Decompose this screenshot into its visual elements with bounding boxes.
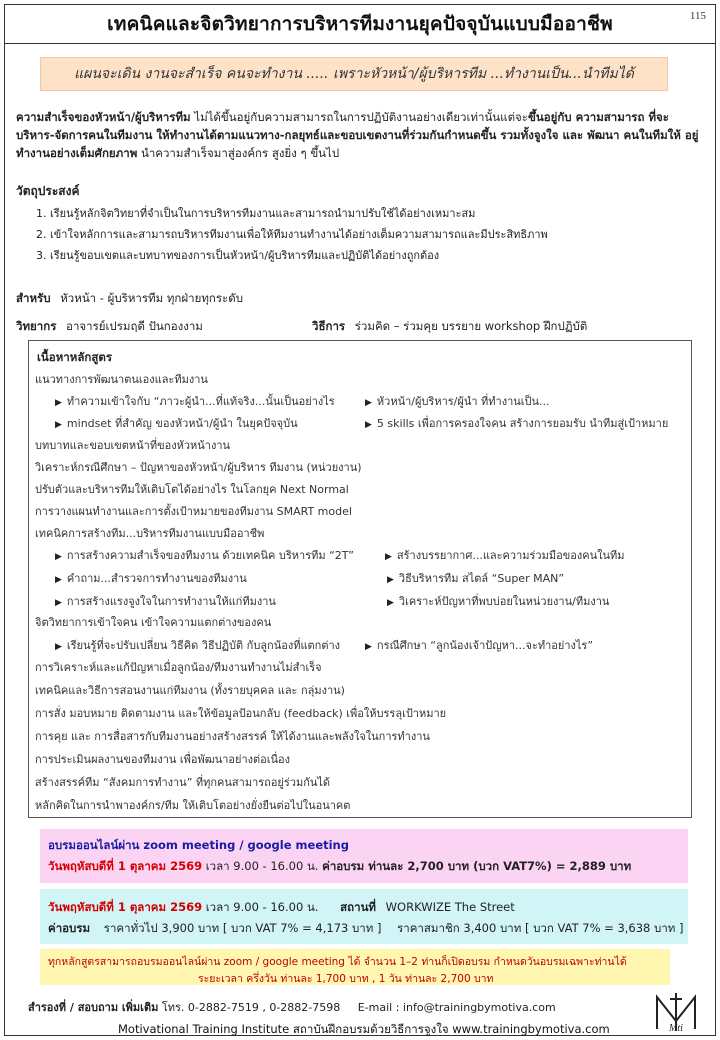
onsite-time: 9.00 - 16.00 น. [233, 900, 319, 914]
content-line: แนวทางการพัฒนาตนเองและทีมงาน [35, 373, 208, 386]
content-bullet: ▶ การสร้างความสำเร็จของทีมงาน ด้วยเทคนิค บริหารทีม “2T” [55, 549, 354, 562]
online-details [48, 858, 631, 876]
content-line: การประเมินผลงานของทีมงาน เพื่อพัฒนาอย่างต่อเนื่อง [35, 753, 290, 766]
audience-value: หัวหน้า - ผู้บริหารทีม ทุกฝ่ายทุกระดับ [60, 291, 243, 305]
mti-logo-icon [654, 991, 698, 1033]
onsite-date-row [48, 899, 515, 917]
content-line: หลักคิดในการนำพาองค์กร/ทีม ให้เติบโตอย่างยั่งยืนต่อไปในอนาคต [35, 799, 351, 812]
online-fee: 2,700 บาท (บวก VAT7%) = 2,889 บาท [403, 859, 632, 873]
trainer-label: วิทยากร [16, 319, 57, 333]
content-bullet: ▶ mindset ที่สำคัญ ของหัวหน้า/ผู้นำ ในยุคปัจจุบัน [55, 417, 298, 430]
method-label: วิธีการ [312, 319, 346, 333]
content-bullet: ▶ คำถาม...สำรวจการทำงานของทีมงาน [55, 572, 247, 585]
triangle-bullet-icon: ▶ [55, 552, 62, 562]
onsite-venue-label: สถานที่ [340, 900, 377, 914]
online-heading: อบรมออนไลน์ผ่าน zoom meeting / google meeting [48, 838, 349, 852]
triangle-bullet-icon: ▶ [55, 575, 62, 585]
online-fee-label: ค่าอบรม ท่านละ [322, 859, 404, 873]
content-bullet: ▶ สร้างบรรยากาศ...และความร่วมมือของคนในทีม [385, 549, 625, 562]
content-line: จิตวิทยาการเข้าใจคน เข้าใจความแตกต่างของคน [35, 616, 272, 629]
intro-bold-2: ขึ้นอยู่กับ ความสามารถ ที่จะบริหาร-จัดการคนในทีมงาน ให้ทำงานได้ตามแนวทาง-กลยุทธ์และขอบเขตงานที่ร่วมกันกำหนดขึ้น รวมทั้งจูงใจ และ พัฒนา คนในทีมให้ อยู่ ทำงานอย่างเต็มศักยภาพ [16, 110, 699, 160]
method-value: ร่วมคิด – ร่วมคุย บรรยาย workshop ฝึกปฏิบัติ [354, 319, 588, 333]
content-bullet: ▶ ทำความเข้าใจกับ “ภาวะผู้นำ...ที่แท้จริง...นั้นเป็นอย่างไร [55, 395, 335, 408]
online-time-label: เวลา [202, 859, 234, 873]
audience-row [16, 290, 243, 308]
objectives-title: วัตถุประสงค์ [16, 184, 80, 198]
online-date: วันพฤหัสบดีที่ 1 ตุลาคม 2569 [48, 859, 203, 873]
content-line: บทบาทและขอบเขตหน้าที่ของหัวหน้างาน [35, 439, 231, 452]
content-line: การวิเคราะห์และแก้ปัญหาเมื่อลูกน้อง/ทีมงานทำงานไม่สำเร็จ [35, 661, 322, 674]
content-line: เทคนิคและวิธีการสอนงานแก่ทีมงาน (ทั้งรายบุคคล และ กลุ่มงาน) [35, 684, 345, 697]
title-bar [4, 4, 716, 44]
onsite-date: วันพฤหัสบดีที่ 1 ตุลาคม 2569 [48, 900, 203, 914]
objective-item: 2. เข้าใจหลักการและสามารถบริหารทีมงานเพื่อให้ทีมงานทำงานได้อย่างเต็มความสามารถและมีประสิทธิภาพ [36, 228, 548, 241]
contact-row [28, 998, 556, 1016]
page-title: เทคนิคและจิตวิทยาการบริหารทีมงานยุคปัจจุบันแบบมืออาชีพ [107, 12, 613, 35]
triangle-bullet-icon: ▶ [385, 552, 392, 562]
objectives-list [36, 203, 696, 266]
content-title: เนื้อหาหลักสูตร [37, 350, 112, 364]
content-line: สร้างสรรค์ทีม “สังคมการทำงาน” ที่ทุกคนสามารถอยู่ร่วมกันได้ [35, 776, 331, 789]
triangle-bullet-icon: ▶ [55, 398, 62, 408]
content-line: วิเคราะห์กรณีศึกษา – ปัญหาของหัวหน้า/ผู้บริหาร ทีมงาน (หน่วยงาน) [35, 461, 362, 474]
triangle-bullet-icon: ▶ [365, 398, 372, 408]
intro-bold-1: ความสำเร็จของหัวหน้า/ผู้บริหารทีม [16, 110, 191, 124]
triangle-bullet-icon: ▶ [55, 420, 62, 430]
online-training-box [40, 829, 688, 883]
trainer-value: อาจารย์เปรมฤดี ปันกองงาม [66, 319, 203, 333]
intro-text-2: นำความสำเร็จมาสู่องค์กร สูงยิ่ง ๆ ขึ้นไป [137, 146, 340, 160]
content-bullet: ▶ หัวหน้า/ผู้บริหาร/ผู้นำ ที่ทำงานเป็น... [365, 395, 550, 408]
content-line: การคุย และ การสื่อสารกับทีมงานอย่างสร้างสรรค์ ให้ได้งานและพลังใจในการทำงาน [35, 730, 430, 743]
onsite-fee-row [48, 920, 684, 938]
triangle-bullet-icon: ▶ [365, 420, 372, 430]
triangle-bullet-icon: ▶ [365, 642, 372, 652]
custom-online-line-1: ทุกหลักสูตรสามารถอบรมออนไลน์ผ่าน zoom / google meeting ได้ จำนวน 1–2 ท่านก็เปิดอบรม กำหนดวันอบรมเฉพาะท่านได้ [48, 956, 627, 968]
method-row [312, 318, 587, 336]
objective-item: 1. เรียนรู้หลักจิตวิทยาที่จำเป็นในการบริหารทีมงานและสามารถนำมาปรับใช้ได้อย่างเหมาะสม [36, 207, 476, 220]
course-content-box [28, 340, 692, 818]
trainer-row [16, 318, 203, 336]
contact-phone: โทร. 0-2882-7519 , 0-2882-7598 [158, 1001, 341, 1014]
content-bullet: ▶ การสร้างแรงจูงใจในการทำงานให้แก่ทีมงาน [55, 595, 276, 608]
content-bullet: ▶ กรณีศึกษา “ลูกน้องเจ้าปัญหา...จะทำอย่างไร” [365, 639, 594, 652]
triangle-bullet-icon: ▶ [55, 642, 62, 652]
content-bullet: ▶ เรียนรู้ที่จะปรับเปลี่ยน วิธีคิด วิธีปฏิบัติ กับลูกน้องที่แตกต่าง [55, 639, 341, 652]
content-bullet: ▶ วิธีบริหารทีม สไตล์ “Super MAN” [387, 572, 565, 585]
audience-label: สำหรับ [16, 291, 51, 305]
content-line: ปรับตัวและบริหารทีมให้เติบโตได้อย่างไร ในโลกยุค Next Normal [35, 483, 349, 496]
custom-online-box [40, 949, 670, 985]
onsite-general-price: ราคาทั่วไป 3,900 บาท [ บวก VAT 7% = 4,173 บาท ] [103, 921, 382, 935]
footer-text: Motivational Training Institute สถาบันฝึกอบรมด้วยวิธีการจูงใจ www.trainingbymotiva.com [118, 1022, 610, 1036]
onsite-fee-label: ค่าอบรม [48, 921, 91, 935]
page-number: 115 [689, 10, 706, 22]
content-line: เทคนิคการสร้างทีม...บริหารทีมงานแบบมืออาชีพ [35, 527, 265, 540]
slogan-banner: แผนจะเดิน งานจะสำเร็จ คนจะทำงาน ..... เพราะหัวหน้า/ผู้บริหารทีม ...ทำงานเป็น...นำทีมได้ [40, 57, 668, 91]
triangle-bullet-icon: ▶ [387, 575, 394, 585]
custom-online-line-2: ระยะเวลา ครึ่งวัน ท่านละ 1,700 บาท , 1 วัน ท่านละ 2,700 บาท [198, 973, 494, 985]
intro-paragraph [16, 108, 706, 162]
logo-text: Mti [669, 1023, 683, 1033]
onsite-training-box [40, 889, 688, 944]
content-bullet: ▶ 5 skills เพื่อการครองใจคน สร้างการยอมรับ นำทีมสู่เป้าหมาย [365, 417, 669, 430]
contact-email[interactable]: E-mail : info@trainingbymotiva.com [357, 1001, 556, 1014]
content-line: การสั่ง มอบหมาย ติดตามงาน และให้ข้อมูลป้อนกลับ (feedback) เพื่อให้บรรลุเป้าหมาย [35, 707, 447, 720]
triangle-bullet-icon: ▶ [387, 598, 394, 608]
intro-text-1: ไม่ได้ขึ้นอยู่กับความสามารถในการปฏิบัติงานอย่างเดียวเท่านั้นแต่จะ [190, 110, 528, 124]
objective-item: 3. เรียนรู้ขอบเขตและบทบาทของการเป็นหัวหน้า/ผู้บริหารทีมและปฏิบัติได้อย่างถูกต้อง [36, 249, 440, 262]
triangle-bullet-icon: ▶ [55, 598, 62, 608]
onsite-time-label: เวลา [202, 900, 234, 914]
onsite-member-price: ราคาสมาชิก 3,400 บาท [ บวก VAT 7% = 3,638 บาท ] [397, 921, 684, 935]
content-bullet: ▶ วิเคราะห์ปัญหาที่พบบ่อยในหน่วยงาน/ทีมงาน [387, 595, 610, 608]
onsite-venue: WORKWIZE The Street [385, 900, 515, 914]
content-line: การวางแผนทำงานและการตั้งเป้าหมายของทีมงาน SMART model [35, 505, 352, 518]
online-time: 9.00 - 16.00 น. [233, 859, 323, 873]
contact-label: สำรองที่ / สอบถาม เพิ่มเติม [28, 1001, 159, 1014]
